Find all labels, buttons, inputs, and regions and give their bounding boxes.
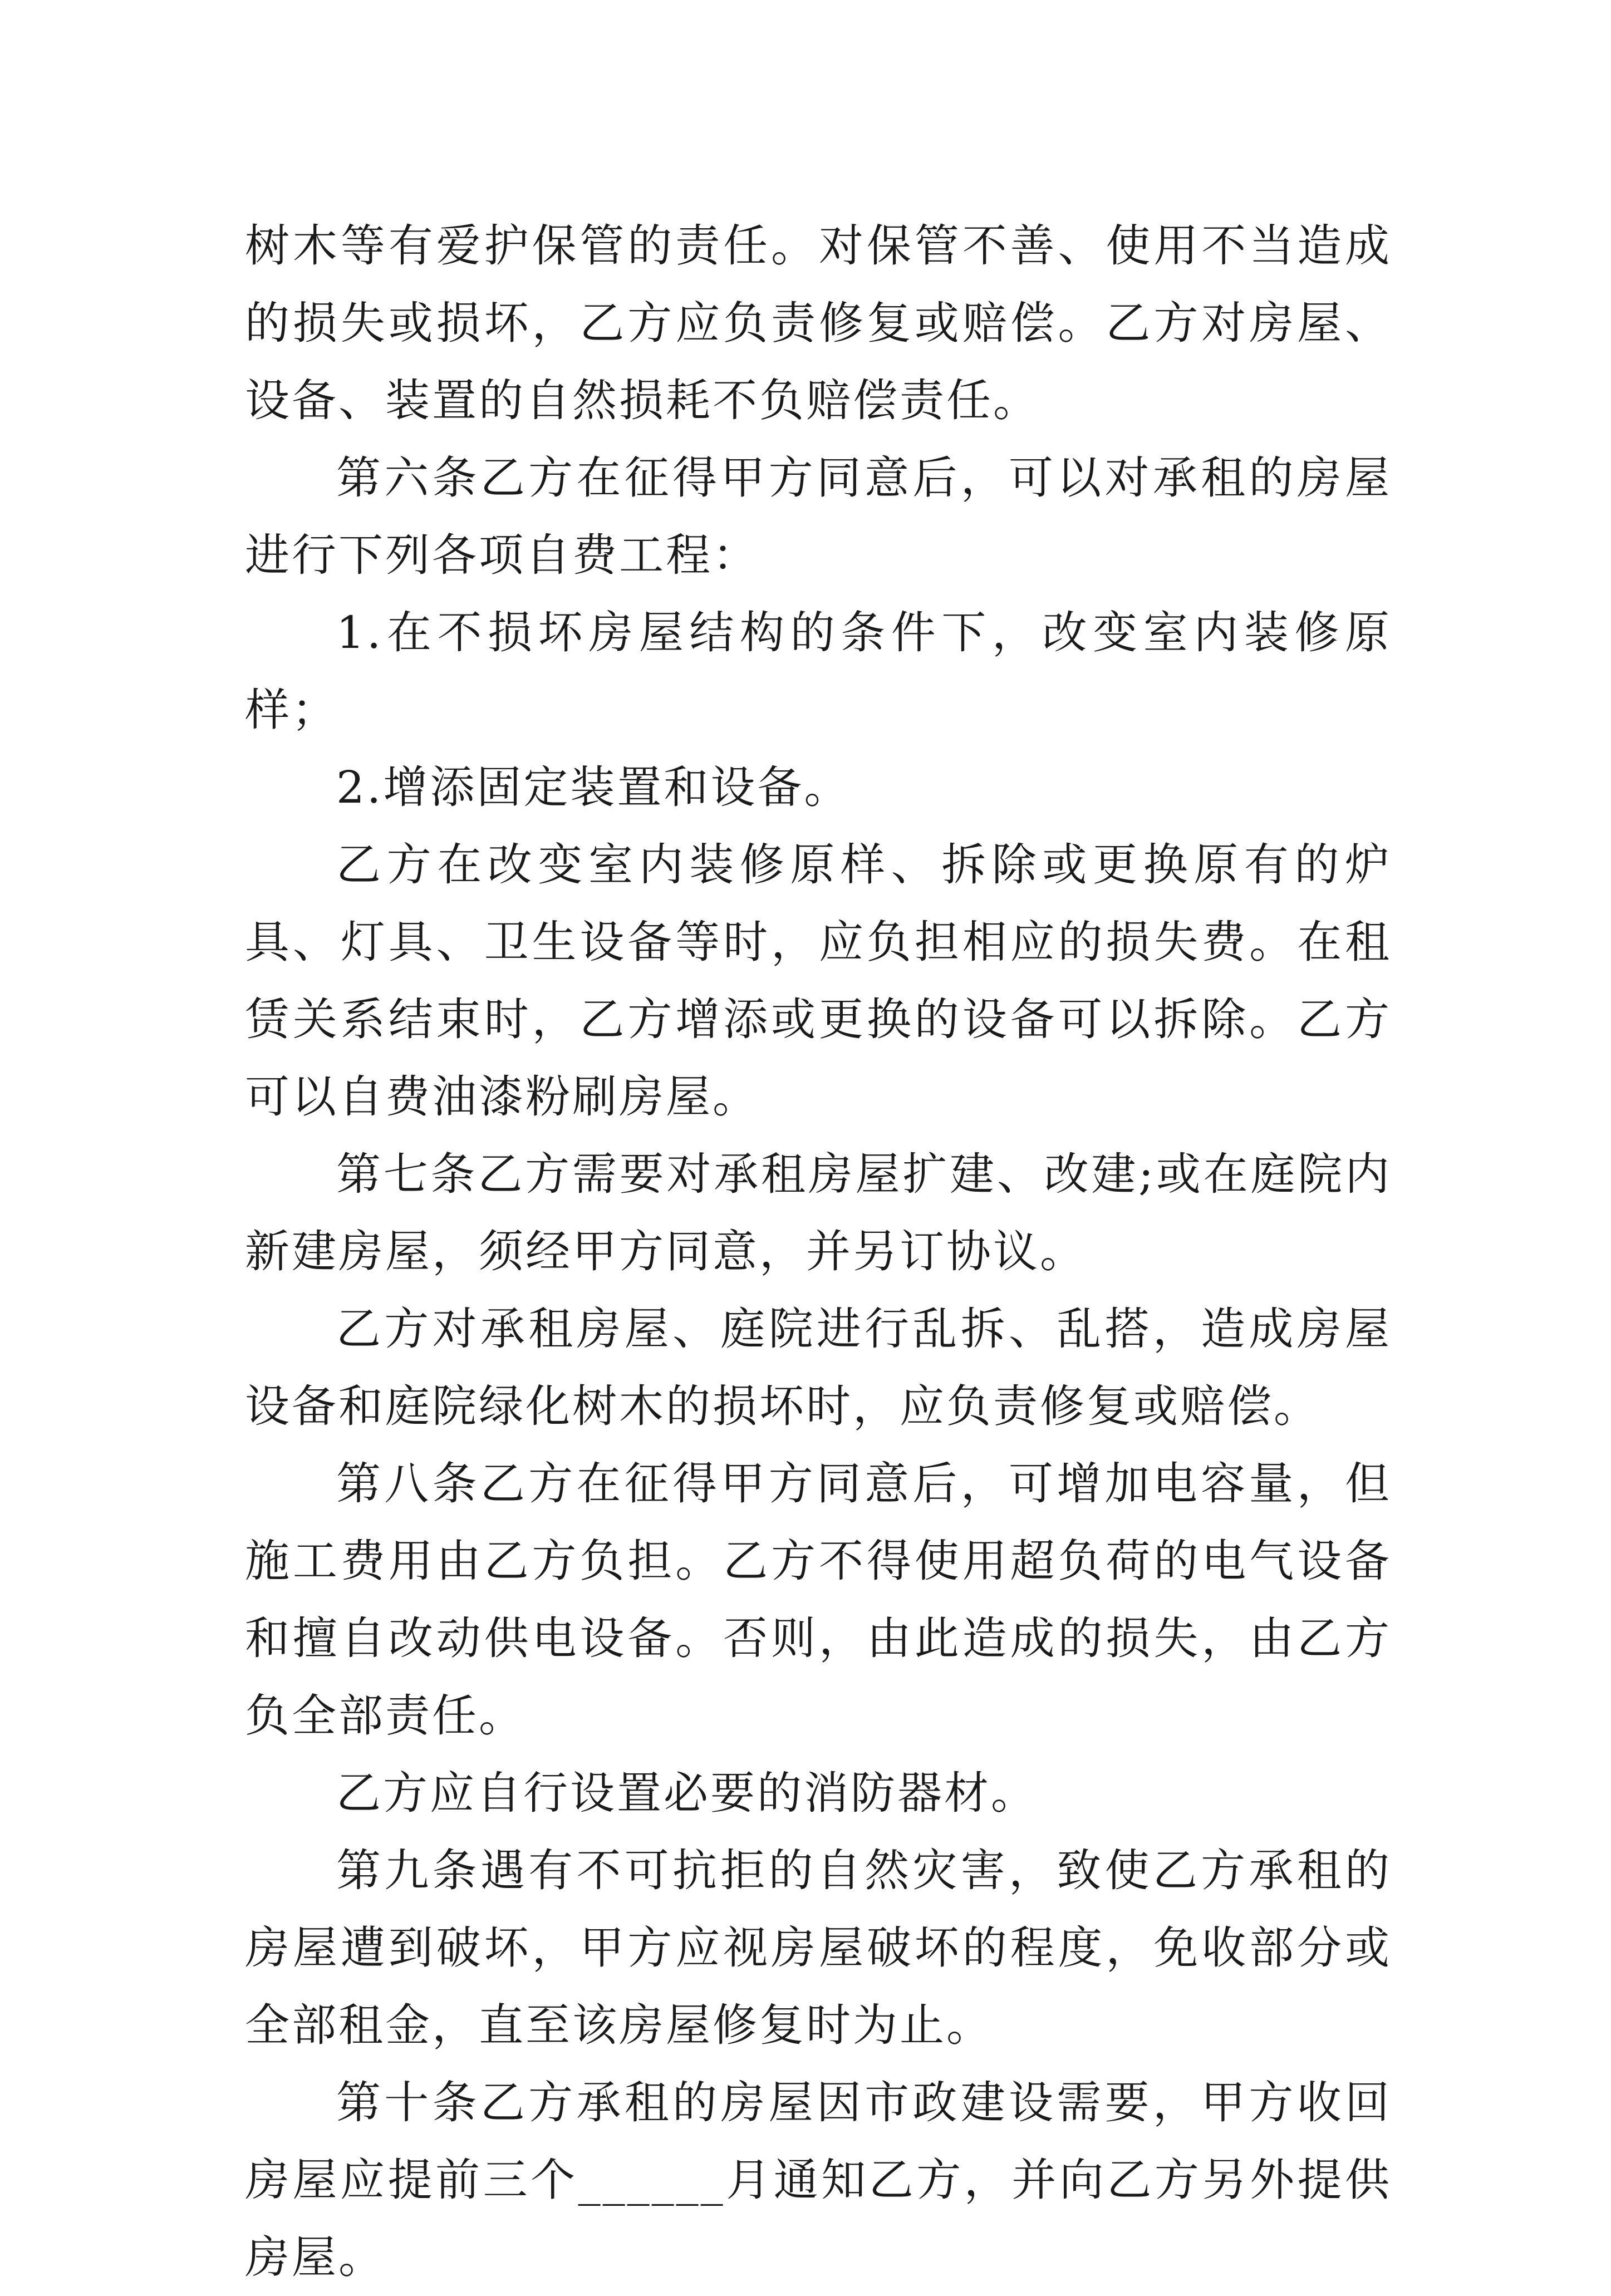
paragraph-fire-equipment: 乙方应自行设置必要的消防器材。 [336, 1767, 1038, 1819]
paragraph-article-9: 第九条遇有不可抗拒的自然灾害，致使乙方承租的房屋遭到破坏，甲方应视房屋破坏的程度，免收部分或全部租金，直至该房屋修复时为止。 [245, 1845, 1392, 2051]
document-body [245, 207, 1392, 2296]
paragraph-renovation: 乙方在改变室内装修原样、拆除或更换原有的炉具、灯具、卫生设备等时，应负担相应的损失费。在租赁关系结束时，乙方增添或更换的设备可以拆除。乙方可以自费油漆粉刷房屋。 [245, 839, 1392, 1123]
paragraph-article-7: 第七条乙方需要对承租房屋扩建、改建;或在庭院内新建房屋，须经甲方同意，并另订协议。 [245, 1148, 1392, 1277]
paragraph-item-1: 1.在不损坏房屋结构的条件下，改变室内装修原样； [245, 607, 1392, 736]
paragraph-continuation: 树木等有爱护保管的责任。对保管不善、使用不当造成的损失或损坏，乙方应负责修复或赔偿。乙方对房屋、设备、装置的自然损耗不负赔偿责任。 [245, 220, 1392, 426]
paragraph-article-6: 第六条乙方在征得甲方同意后，可以对承租的房屋进行下列各项自费工程： [245, 452, 1392, 581]
paragraph-article-10: 第十条乙方承租的房屋因市政建设需要，甲方收回房屋应提前三个______月通知乙方，并向乙方另外提供房屋。 [245, 2077, 1392, 2283]
paragraph-item-2: 2.增添固定装置和设备。 [336, 761, 851, 813]
paragraph-article-8: 第八条乙方在征得甲方同意后，可增加电容量，但施工费用由乙方负担。乙方不得使用超负荷的电气设备和擅自改动供电设备。否则，由此造成的损失，由乙方负全部责任。 [245, 1458, 1392, 1742]
paragraph-damage: 乙方对承租房屋、庭院进行乱拆、乱搭，造成房屋设备和庭院绿化树木的损坏时，应负责修复或赔偿。 [245, 1303, 1392, 1432]
